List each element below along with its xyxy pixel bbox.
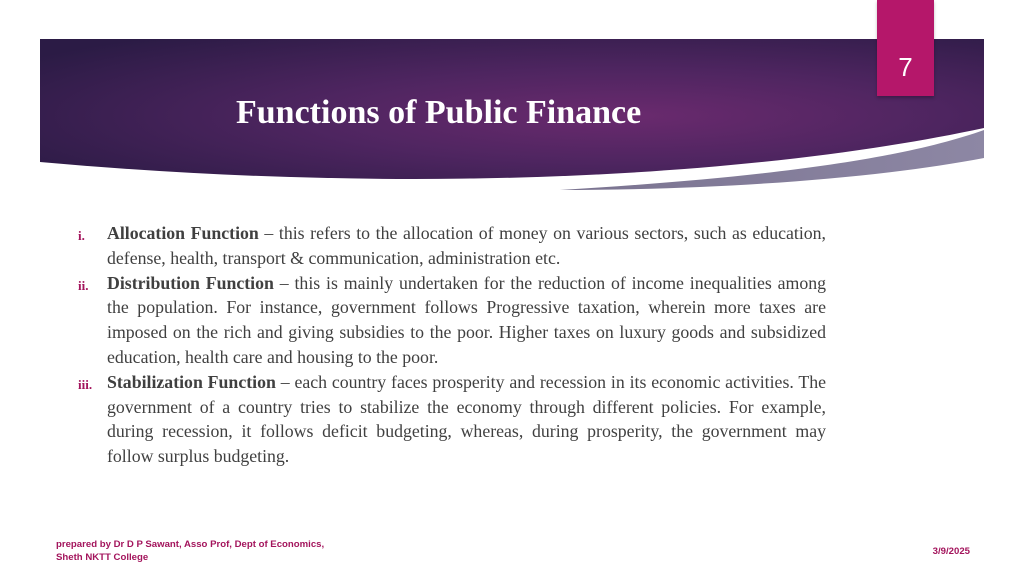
list-marker: i. — [78, 228, 85, 243]
list-item-text — [107, 370, 826, 469]
list-item-allocation — [74, 221, 826, 271]
list-marker: ii. — [78, 277, 89, 293]
page-number: 7 — [898, 52, 913, 82]
function-list — [74, 221, 826, 469]
slide-title: Functions of Public Finance — [236, 94, 642, 131]
footer-author — [56, 538, 324, 564]
function-term: Distribution Function — [107, 272, 274, 293]
function-term: Allocation Function — [107, 223, 259, 243]
footer-date: 3/9/2025 — [932, 546, 970, 557]
list-item-text — [107, 271, 826, 370]
footer-author-line1: prepared by Dr D P Sawant, Asso Prof, Dept of Economics, — [56, 539, 325, 550]
function-description: – each country faces prosperity and recession in its economic activities. The government of a country tries to stabilize the economy through different policies. For example, during recession, it follows deficit budgeting, whereas, during prosperity, the government may follow surplus budgeting. — [107, 371, 826, 467]
function-term: Stabilization Function — [107, 371, 276, 392]
list-item-text — [107, 221, 826, 271]
list-item-distribution — [74, 271, 826, 370]
page-number-tab — [877, 0, 934, 96]
list-marker: iii. — [78, 376, 93, 392]
list-item-stabilization — [74, 370, 826, 469]
footer-author-line2: Sheth NKTT College — [56, 552, 149, 563]
function-description: – this is mainly undertaken for the reduction of income inequalities among the population. For instance, government follows Progressive taxation, wherein more taxes are imposed on the rich and giving subsidies to the poor. Higher taxes on luxury goods and subsidized education, health care and housing to the poor. — [107, 272, 827, 367]
function-description: – this refers to the allocation of money on various sectors, such as education, defense, health, transport & communication, administration etc. — [107, 223, 826, 268]
